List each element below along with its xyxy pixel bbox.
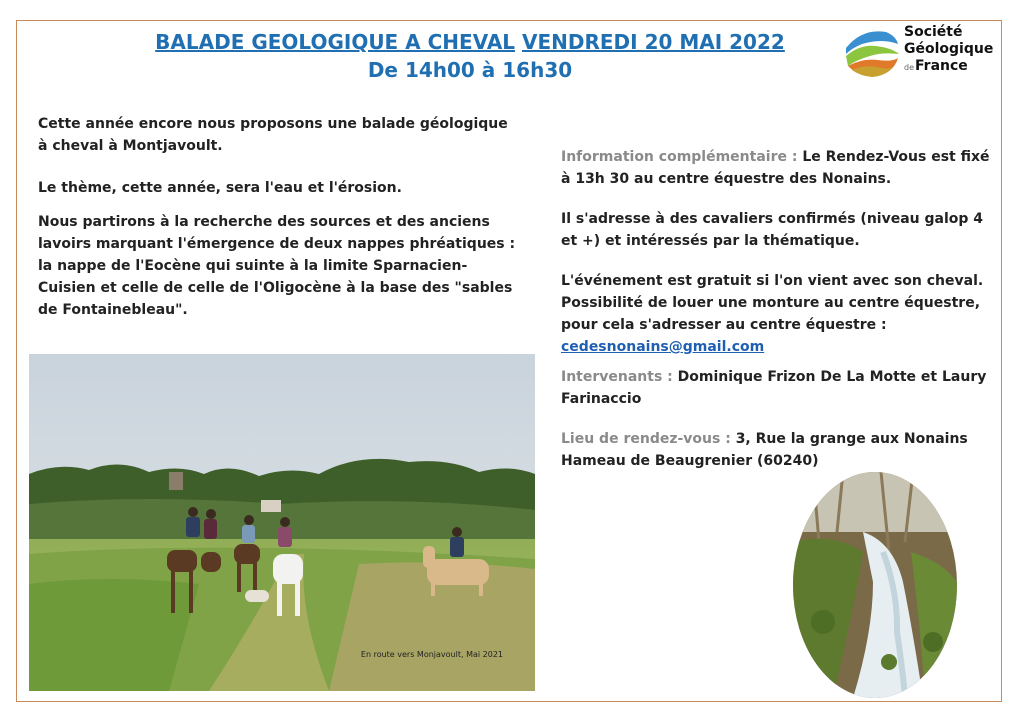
intro-paragraph-2: Le thème, cette année, sera l'eau et l'érosion. <box>38 180 402 196</box>
speakers-paragraph <box>561 366 993 410</box>
stream-photo <box>793 472 957 698</box>
speakers-text: Dominique Frizon De La Motte et Laury Farinaccio <box>561 369 987 407</box>
email-link[interactable]: cedesnonains@gmail.com <box>561 339 765 355</box>
place-label: Lieu de rendez-vous : <box>561 431 731 447</box>
intro-paragraph-1: Cette année encore nous proposons une balade géologique à cheval à Montjavoult. <box>38 116 508 154</box>
riders-paragraph: Il s'adresse à des cavaliers confirmés (niveau galop 4 et +) et intéressés par la thématique. <box>561 211 984 249</box>
sgf-logo-icon <box>842 24 902 80</box>
info-text: Le Rendez-Vous est fixé à 13h 30 au centre équestre des Nonains. <box>561 149 990 187</box>
details-text <box>561 146 993 483</box>
photo-caption: En route vers Monjavoult, Mai 2021 <box>360 650 503 659</box>
page-title <box>0 28 940 84</box>
free-text: L'événement est gratuit si l'on vient avec son cheval. Possibilité de louer une monture au centre équestre, pour cela s'adresser au centre équestre : <box>561 273 984 333</box>
horse-ride-image <box>29 354 535 691</box>
sgf-logo <box>842 24 992 82</box>
intro-text <box>38 113 518 333</box>
stream-image <box>793 472 957 698</box>
info-label: Information complémentaire : <box>561 149 798 165</box>
place-paragraph <box>561 428 993 472</box>
logo-line1: Société <box>904 24 963 40</box>
info-paragraph <box>561 146 993 190</box>
sgf-logo-text <box>904 24 993 76</box>
speakers-label: Intervenants : <box>561 369 673 385</box>
title-date: VENDREDI 20 MAI 2022 <box>522 30 785 54</box>
free-paragraph <box>561 270 993 358</box>
place-text: 3, Rue la grange aux Nonains Hameau de Beaugrenier (60240) <box>561 431 968 469</box>
title-time: De 14h00 à 16h30 <box>367 58 573 82</box>
logo-line2: Géologique <box>904 41 994 57</box>
intro-paragraph-3: Nous partirons à la recherche des sources et des anciens lavoirs marquant l'émergence de deux nappes phréatiques : la nappe de l'Eocène qui suinte à la limite Sparnacien-Cuisien et celle de celle de l'Oligocène à la base des "sables de Fontainebleau". <box>38 214 516 318</box>
title-main: BALADE GEOLOGIQUE A CHEVAL <box>155 30 516 54</box>
logo-line3: France <box>915 58 968 74</box>
logo-de: de <box>904 63 914 72</box>
horse-ride-photo <box>29 354 535 691</box>
